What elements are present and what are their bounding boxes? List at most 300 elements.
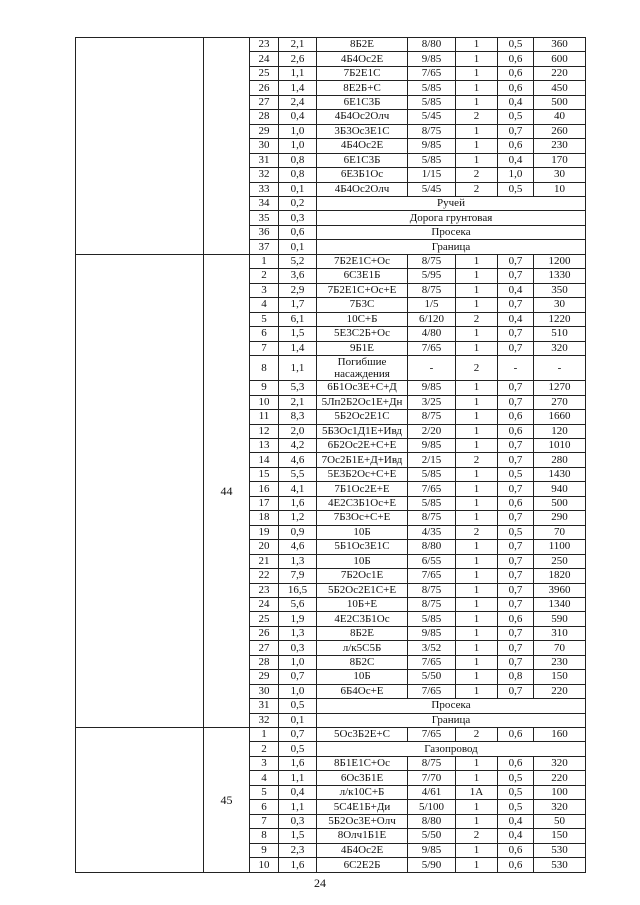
age-class: 7/65 [408,341,456,355]
plot-number: 9 [250,843,279,857]
species-composition: 6С2Е2Б [317,858,408,873]
plot-number: 13 [250,438,279,452]
quarter-number [204,38,250,255]
plot-area: 1,6 [279,858,317,873]
site-class: 1 [456,482,498,496]
density: - [498,355,534,380]
density: 1,0 [498,168,534,182]
age-class: 6/55 [408,554,456,568]
plot-area: 3,6 [279,269,317,283]
density: 0,7 [498,269,534,283]
plot-number: 12 [250,424,279,438]
density: 0,7 [498,124,534,138]
plot-area: 0,4 [279,110,317,124]
stock: 270 [534,395,586,409]
species-composition: 5Б2Ос2Е1С [317,410,408,424]
plot-area: 1,2 [279,511,317,525]
site-class: 2 [456,525,498,539]
site-class: 1 [456,438,498,452]
plot-area: 1,6 [279,496,317,510]
plot-number: 16 [250,482,279,496]
plot-area: 1,5 [279,829,317,843]
age-class: 2/15 [408,453,456,467]
plot-area: 16,5 [279,583,317,597]
species-composition: л/к10С+Б [317,785,408,799]
plot-area: 1,0 [279,139,317,153]
species-composition: 5Б1Ос3Е1С [317,540,408,554]
age-class: 4/61 [408,785,456,799]
density: 0,7 [498,569,534,583]
plot-area: 2,1 [279,38,317,52]
density: 0,5 [498,467,534,481]
plot-number: 10 [250,395,279,409]
plot-area: 1,7 [279,298,317,312]
plot-area: 2,6 [279,52,317,66]
age-class: 5/85 [408,81,456,95]
age-class: 4/35 [408,525,456,539]
density: 0,6 [498,756,534,770]
plot-area: 0,5 [279,742,317,756]
plot-number: 7 [250,341,279,355]
stock: 1340 [534,597,586,611]
stock: 1220 [534,312,586,326]
species-composition: 6Ос3Б1Е [317,771,408,785]
plot-area: 0,8 [279,153,317,167]
plot-area: 0,9 [279,525,317,539]
species-composition: 7Б3Ос+С+Е [317,511,408,525]
site-class: 1 [456,38,498,52]
site-class: 1 [456,858,498,873]
species-composition: 5С4Е1Б+Ди [317,800,408,814]
plot-area: 1,5 [279,327,317,341]
age-class: 9/85 [408,626,456,640]
species-composition: 7Б3С [317,298,408,312]
species-composition: 8Б2Е [317,38,408,52]
plot-area: 4,2 [279,438,317,452]
plot-area: 4,6 [279,453,317,467]
age-class: 5/50 [408,670,456,684]
site-class: 1 [456,66,498,80]
plot-number: 10 [250,858,279,873]
species-composition: 4Б4Ос2Олч [317,110,408,124]
density: 0,5 [498,110,534,124]
site-class: 2 [456,829,498,843]
site-class: 1 [456,756,498,770]
stock: 280 [534,453,586,467]
site-class: 1 [456,95,498,109]
plot-area: 0,1 [279,240,317,254]
plot-number: 25 [250,66,279,80]
density: 0,7 [498,655,534,669]
density: 0,7 [498,327,534,341]
plot-number: 23 [250,583,279,597]
species-composition: 10Б+Е [317,597,408,611]
plot-area: 0,1 [279,182,317,196]
density: 0,6 [498,139,534,153]
species-composition: 8Б1Е1С+Ос [317,756,408,770]
stock: 450 [534,81,586,95]
table-row [76,254,586,268]
stock: 50 [534,814,586,828]
plot-number: 26 [250,626,279,640]
stock: 150 [534,670,586,684]
plot-number: 32 [250,713,279,727]
density: 0,4 [498,153,534,167]
page-number: 24 [314,876,326,890]
species-composition: 6Б4Ос+Е [317,684,408,698]
age-class: 8/75 [408,283,456,297]
species-composition: 5Лп2Б2Ос1Е+Дн [317,395,408,409]
stock: 40 [534,110,586,124]
plot-number: 6 [250,800,279,814]
site-class: 1 [456,381,498,395]
stock: 30 [534,298,586,312]
plot-number: 27 [250,641,279,655]
species-composition: 5Е3Б2Ос+С+Е [317,467,408,481]
site-class: 1 [456,269,498,283]
density: 0,5 [498,771,534,785]
table-body [76,38,586,873]
plot-number: 24 [250,52,279,66]
stock: 70 [534,641,586,655]
species-composition: 4Е2С3Б1Ос+Е [317,496,408,510]
stock: 1820 [534,569,586,583]
age-class: 5/85 [408,612,456,626]
land-category: Ручей [317,196,586,210]
stock: 310 [534,626,586,640]
plot-area: 1,0 [279,124,317,138]
plot-area: 5,2 [279,254,317,268]
age-class: 5/85 [408,467,456,481]
plot-number: 30 [250,139,279,153]
plot-number: 14 [250,453,279,467]
age-class: 8/75 [408,254,456,268]
plot-number: 21 [250,554,279,568]
site-class: 1 [456,424,498,438]
plot-area: 5,3 [279,381,317,395]
plot-number: 3 [250,756,279,770]
plot-number: 5 [250,312,279,326]
plot-area: 2,4 [279,95,317,109]
site-class: 1 [456,641,498,655]
stock: 260 [534,124,586,138]
site-class: 1 [456,410,498,424]
site-class: 2 [456,312,498,326]
plot-area: 2,1 [279,395,317,409]
species-composition: 10Б [317,525,408,539]
age-class: 9/85 [408,139,456,153]
plot-number: 31 [250,699,279,713]
site-class: 2 [456,728,498,742]
age-class: 9/85 [408,438,456,452]
species-composition: 7Б2Е1С+Ос [317,254,408,268]
quarter-number: 44 [204,254,250,727]
density: 0,7 [498,626,534,640]
density: 0,6 [498,843,534,857]
plot-number: 23 [250,38,279,52]
age-class: 7/65 [408,66,456,80]
plot-area: 1,4 [279,341,317,355]
stock: 590 [534,612,586,626]
species-composition: 7Б1Ос2Е+Е [317,482,408,496]
plot-number: 24 [250,597,279,611]
plot-area: 0,6 [279,225,317,239]
species-composition: 5Ос3Б2Е+С [317,728,408,742]
plot-area: 4,6 [279,540,317,554]
plot-area: 1,3 [279,554,317,568]
age-class: 5/85 [408,153,456,167]
density: 0,6 [498,858,534,873]
density: 0,5 [498,800,534,814]
density: 0,6 [498,66,534,80]
age-class: 7/70 [408,771,456,785]
age-class: 1/5 [408,298,456,312]
site-class: 1 [456,153,498,167]
species-composition: 8Б2Е [317,626,408,640]
stock: 1660 [534,410,586,424]
site-class: 1 [456,626,498,640]
density: 0,7 [498,641,534,655]
site-class: 1 [456,283,498,297]
stock: 510 [534,327,586,341]
age-class: 8/80 [408,814,456,828]
density: 0,5 [498,785,534,799]
stock: 530 [534,858,586,873]
density: 0,7 [498,583,534,597]
species-composition: 6Е1С3Б [317,153,408,167]
plot-number: 4 [250,771,279,785]
density: 0,8 [498,670,534,684]
plot-area: 2,3 [279,843,317,857]
density: 0,7 [498,395,534,409]
species-composition: 9Б1Е [317,341,408,355]
stock: 320 [534,756,586,770]
site-class: 1 [456,670,498,684]
density: 0,4 [498,814,534,828]
site-class: 2 [456,110,498,124]
age-class: 4/80 [408,327,456,341]
stock: 360 [534,38,586,52]
species-composition: 6С3Е1Б [317,269,408,283]
plot-area: 1,1 [279,800,317,814]
density: 0,6 [498,52,534,66]
age-class: 7/65 [408,684,456,698]
stock: 1430 [534,467,586,481]
species-composition: 6Е3Б1Ос [317,168,408,182]
plot-area: 0,5 [279,699,317,713]
species-composition: л/к5С5Б [317,641,408,655]
plot-number: 30 [250,684,279,698]
density: 0,6 [498,728,534,742]
age-class: 5/85 [408,496,456,510]
age-class: 7/65 [408,482,456,496]
site-class: 1 [456,612,498,626]
site-class: 2 [456,453,498,467]
site-class: 1 [456,496,498,510]
stock: 170 [534,153,586,167]
stock: 30 [534,168,586,182]
density: 0,6 [498,424,534,438]
stock: 160 [534,728,586,742]
density: 0,6 [498,410,534,424]
density: 0,7 [498,554,534,568]
quarter-number: 45 [204,728,250,873]
age-class: 9/85 [408,381,456,395]
plot-number: 5 [250,785,279,799]
land-category: Дорога грунтовая [317,211,586,225]
age-class: 8/75 [408,583,456,597]
plot-area: 0,1 [279,713,317,727]
density: 0,4 [498,95,534,109]
stock: 940 [534,482,586,496]
site-class: 1 [456,843,498,857]
site-class: 1 [456,298,498,312]
species-composition: Погибшие насаждения [317,355,408,380]
species-composition: 6Б2Ос2Е+С+Е [317,438,408,452]
plot-number: 32 [250,168,279,182]
site-class: 1 [456,395,498,409]
age-class: 5/45 [408,110,456,124]
site-class: 1 [456,81,498,95]
site-class: 1 [456,569,498,583]
age-class: 8/80 [408,38,456,52]
forest-inventory-table [75,37,586,873]
density: 0,4 [498,829,534,843]
site-class: 1 [456,554,498,568]
age-class: - [408,355,456,380]
site-class: 2 [456,355,498,380]
species-composition: 5Е3С2Б+Ос [317,327,408,341]
age-class: 3/52 [408,641,456,655]
plot-number: 11 [250,410,279,424]
plot-area: 1,6 [279,756,317,770]
site-class: 1 [456,341,498,355]
stock: 230 [534,655,586,669]
plot-number: 15 [250,467,279,481]
species-composition: 4Б4Ос2Е [317,843,408,857]
age-class: 8/75 [408,511,456,525]
age-class: 2/20 [408,424,456,438]
land-category: Просека [317,225,586,239]
land-category: Газопровод [317,742,586,756]
plot-area: 0,3 [279,814,317,828]
stock: 10 [534,182,586,196]
plot-area: 2,0 [279,424,317,438]
table-row [76,38,586,52]
plot-area: 1,4 [279,81,317,95]
age-class: 7/65 [408,569,456,583]
plot-number: 3 [250,283,279,297]
plot-number: 17 [250,496,279,510]
plot-number: 27 [250,95,279,109]
density: 0,7 [498,298,534,312]
plot-number: 1 [250,728,279,742]
land-category: Граница [317,713,586,727]
stock: 250 [534,554,586,568]
site-class: 1А [456,785,498,799]
plot-area: 1,9 [279,612,317,626]
stock: 220 [534,684,586,698]
stock: 1330 [534,269,586,283]
plot-number: 19 [250,525,279,539]
species-composition: 3Б3Ос3Е1С [317,124,408,138]
stock: 120 [534,424,586,438]
density: 0,5 [498,182,534,196]
age-class: 5/100 [408,800,456,814]
plot-area: 0,8 [279,168,317,182]
species-composition: 7Б2Е1С+Ос+Е [317,283,408,297]
site-class: 1 [456,597,498,611]
plot-number: 22 [250,569,279,583]
plot-area: 5,5 [279,467,317,481]
plot-number: 1 [250,254,279,268]
species-composition: 7Б2Ос1Е [317,569,408,583]
site-class: 1 [456,254,498,268]
age-class: 8/75 [408,410,456,424]
plot-area: 0,3 [279,211,317,225]
density: 0,5 [498,525,534,539]
blank-left-cell [76,728,204,873]
age-class: 8/80 [408,540,456,554]
density: 0,7 [498,482,534,496]
age-class: 8/75 [408,124,456,138]
plot-area: 5,6 [279,597,317,611]
species-composition: 8Б2С [317,655,408,669]
plot-number: 26 [250,81,279,95]
plot-area: 1,3 [279,626,317,640]
plot-number: 2 [250,269,279,283]
plot-number: 25 [250,612,279,626]
species-composition: 10Б [317,554,408,568]
plot-area: 7,9 [279,569,317,583]
density: 0,6 [498,612,534,626]
site-class: 1 [456,684,498,698]
blank-left-cell [76,254,204,727]
age-class: 9/85 [408,52,456,66]
plot-area: 4,1 [279,482,317,496]
plot-number: 37 [250,240,279,254]
plot-number: 7 [250,814,279,828]
plot-number: 9 [250,381,279,395]
species-composition: 10Б [317,670,408,684]
site-class: 1 [456,52,498,66]
density: 0,6 [498,496,534,510]
plot-area: 0,2 [279,196,317,210]
table-row [76,728,586,742]
plot-area: 1,0 [279,684,317,698]
density: 0,6 [498,81,534,95]
species-composition: 7Ос2Б1Е+Д+Ивд [317,453,408,467]
age-class: 5/50 [408,829,456,843]
age-class: 3/25 [408,395,456,409]
species-composition: 8Е2Б+С [317,81,408,95]
blank-left-cell [76,38,204,255]
plot-number: 34 [250,196,279,210]
plot-area: 0,4 [279,785,317,799]
stock: 320 [534,341,586,355]
site-class: 1 [456,467,498,481]
density: 0,4 [498,283,534,297]
site-class: 1 [456,540,498,554]
stock: 1200 [534,254,586,268]
site-class: 1 [456,511,498,525]
plot-number: 31 [250,153,279,167]
age-class: 5/45 [408,182,456,196]
species-composition: 5Б3Ос1Д1Е+Ивд [317,424,408,438]
plot-area: 1,1 [279,66,317,80]
species-composition: 7Б2Е1С [317,66,408,80]
age-class: 9/85 [408,843,456,857]
